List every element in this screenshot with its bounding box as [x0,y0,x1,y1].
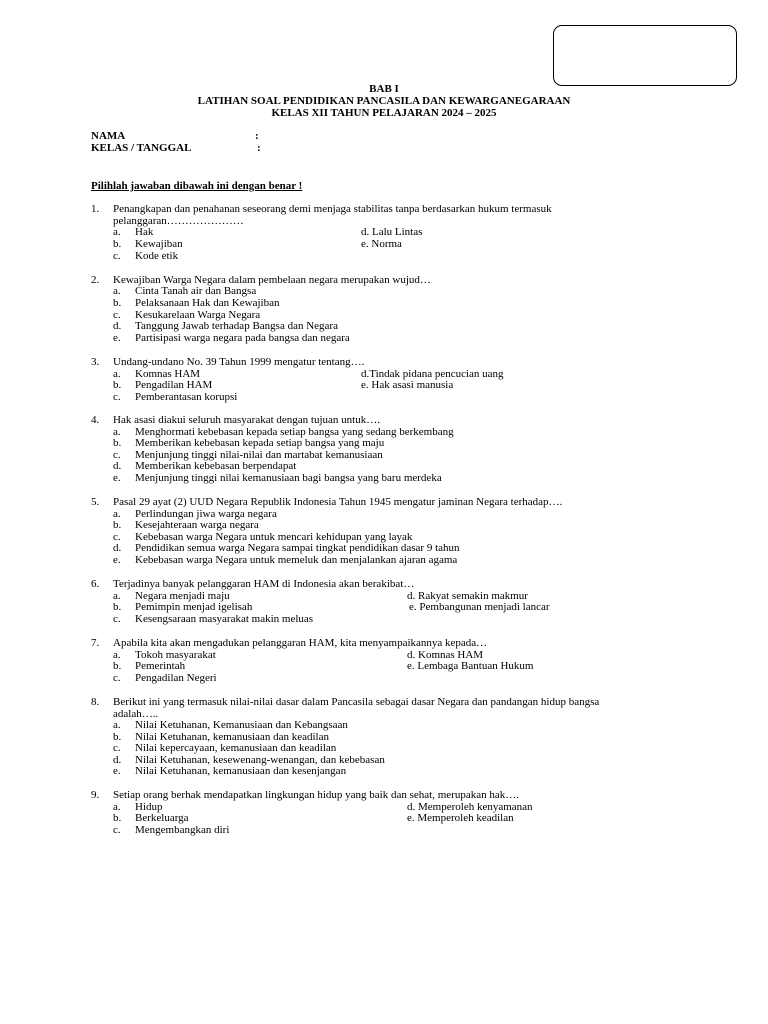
option-letter: e. [113,472,121,484]
option-e: e. Memperoleh keadilan [407,812,514,824]
question-number: 1. [91,203,100,215]
option-letter: a. [113,801,121,813]
option-text: Perlindungan jiwa warga negara [135,508,277,520]
name-label: NAMA [91,130,126,142]
option-letter: c. [113,742,121,754]
option-text: Kewajiban [135,238,183,250]
option-letter: d. [113,754,122,766]
question-stem [113,697,673,720]
option-d: d.Tindak pidana pencucian uang [361,368,504,380]
option-d: d. Lalu Lintas [361,226,423,238]
chapter-title: BAB I [369,83,399,95]
option-letter: e. [113,765,121,777]
option-text: Komnas HAM [135,368,201,380]
question-stem: Undang-undano No. 39 Tahun 1999 mengatur tentang…. [113,356,365,368]
option-text: Nilai Ketuhanan, kemanusiaan dan kesenjangan [135,765,347,777]
option-text: Kebebasan warga Negara untuk memeluk dan menjalankan ajaran agama [135,554,458,566]
name-colon: : [255,130,259,142]
score-box [553,25,737,86]
option-letter: b. [113,660,122,672]
option-text: Pemimpin menjad igelisah [135,601,253,613]
option-letter: a. [113,590,121,602]
class-year-title: KELAS XII TAHUN PELAJARAN 2024 – 2025 [271,107,497,119]
class-date-field [91,142,261,155]
option-letter: b. [113,519,122,531]
option-letter: c. [113,824,121,836]
instruction: Pilihlah jawaban dibawah ini dengan benar ! [91,180,303,192]
option-letter: a. [113,285,121,297]
option-d: d. Rakyat semakin makmur [407,590,528,602]
document-title: LATIHAN SOAL PENDIDIKAN PANCASILA DAN KEWARGANEGARAAN [197,95,571,107]
option-letter: c. [113,250,121,262]
option-text: Partisipasi warga negara pada bangsa dan negara [135,332,350,344]
option-letter: a. [113,508,121,520]
option-text: Tokoh masyarakat [135,649,216,661]
question-stem [113,204,673,227]
question-number: 7. [91,637,100,649]
option-text: Pengadilan HAM [135,379,213,391]
option-text: Pengadilan Negeri [135,672,217,684]
question-stem: Setiap orang berhak mendapatkan lingkungan hidup yang baik dan sehat, merupakan hak…. [113,789,519,801]
question-number: 2. [91,274,100,286]
class-date-colon: : [257,142,261,154]
option-text: Kebebasan warga Negara untuk mencari kehidupan yang layak [135,531,413,543]
option-letter: b. [113,601,122,613]
option-letter: e. [113,554,121,566]
option-text: Pendidikan semua warga Negara sampai tingkat pendidikan dasar 9 tahun [135,542,460,554]
question-stem: Pasal 29 ayat (2) UUD Negara Republik Indonesia Tahun 1945 mengatur jaminan Negara terhadap…. [113,496,563,508]
question-stem: Hak asasi diakui seluruh masyarakat dengan tujuan untuk…. [113,414,380,426]
stem-line: Penangkapan dan penahanan seseorang demi menjaga stabilitas tanpa berdasarkan hukum termasuk [113,203,552,215]
option-letter: a. [113,426,121,438]
option-letter: d. [113,460,122,472]
option-d: d. Memperoleh kenyamanan [407,801,533,813]
question-stem: Kewajiban Warga Negara dalam pembelaan negara merupakan wujud… [113,274,431,286]
option-text: Pemberantasan korupsi [135,391,238,403]
option-text: Menjunjung tinggi nilai-nilai dan martabat kemanusiaan [135,449,383,461]
option-text: Pemerintah [135,660,186,672]
option-text: Menjunjung tinggi nilai kemanusiaan bagi bangsa yang baru merdeka [135,472,442,484]
question-stem: Apabila kita akan mengadukan pelanggaran HAM, kita menyampaikannya kepada… [113,637,488,649]
option-text: Nilai kepercayaan, kemanusiaan dan keadilan [135,742,337,754]
class-date-label: KELAS / TANGGAL [91,142,192,154]
option-letter: b. [113,379,122,391]
option-letter: c. [113,531,121,543]
option-text: Hidup [135,801,163,813]
option-e: e. Hak asasi manusia [361,379,454,391]
option-text: Negara menjadi maju [135,590,230,602]
option-text: Hak [135,226,154,238]
option-letter: b. [113,812,122,824]
option-letter: b. [113,731,122,743]
question-number: 6. [91,578,100,590]
option-text: Cinta Tanah air dan Bangsa [135,285,257,297]
option-letter: a. [113,368,121,380]
option-text: Kesukarelaan Warga Negara [135,309,261,321]
question-number: 9. [91,789,100,801]
option-text: Nilai Ketuhanan, Kemanusiaan dan Kebangsaan [135,719,348,731]
option-letter: e. [113,332,121,344]
option-e: e. Pembangunan menjadi lancar [409,601,550,613]
question-number: 4. [91,414,100,426]
option-letter: c. [113,449,121,461]
option-letter: d. [113,542,122,554]
option-letter: a. [113,719,121,731]
option-text: Berkeluarga [135,812,189,824]
option-text: Pelaksanaan Hak dan Kewajiban [135,297,280,309]
option-text: Tanggung Jawab terhadap Bangsa dan Negara [135,320,338,332]
option-text: Kesejahteraan warga negara [135,519,259,531]
option-letter: a. [113,226,121,238]
option-letter: b. [113,238,122,250]
option-letter: c. [113,309,121,321]
option-text: Nilai Ketuhanan, kesewenang-wenangan, dan kebebasan [135,754,385,766]
stem-line: Berikut ini yang termasuk nilai-nilai dasar dalam Pancasila sebagai dasar Negara dan pandangan hidup bangsa [113,696,600,708]
option-e: e. Lembaga Bantuan Hukum [407,660,534,672]
option-text: Mengembangkan diri [135,824,230,836]
option-letter: d. [113,320,122,332]
option-text: Nilai Ketuhanan, kemanusiaan dan keadilan [135,731,329,743]
option-text: Kesengsaraan masyarakat makin meluas [135,613,314,625]
question-number: 3. [91,356,100,368]
option-text: Kode etik [135,250,179,262]
option-letter: c. [113,391,121,403]
option-letter: c. [113,672,121,684]
option-letter: b. [113,437,122,449]
option-letter: b. [113,297,122,309]
question-stem: Terjadinya banyak pelanggaran HAM di Indonesia akan berakibat… [113,578,415,590]
question-number: 8. [91,696,100,708]
option-text: Memberikan kebebasan kepada setiap bangsa yang maju [135,437,385,449]
option-letter: c. [113,613,121,625]
stem-line: pelanggaran………………… [113,214,244,227]
stem-line: adalah….. [113,707,159,720]
option-letter: a. [113,649,121,661]
option-e: e. Norma [361,238,402,250]
option-text: Memberikan kebebasan berpendapat [135,460,297,472]
name-field [91,130,259,143]
option-d: d. Komnas HAM [407,649,484,661]
question-number: 5. [91,496,100,508]
option-text: Menghormati kebebasan kepada setiap bangsa yang sedang berkembang [135,426,454,438]
